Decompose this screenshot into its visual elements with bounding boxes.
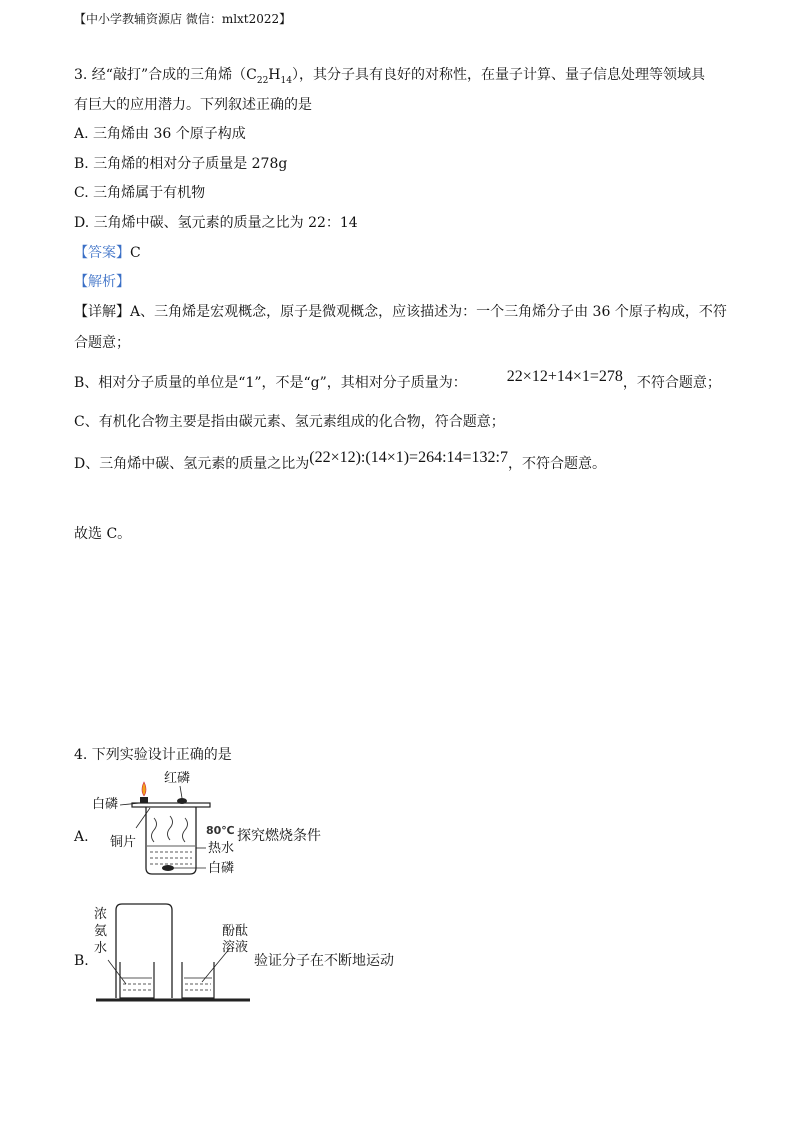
q3-option-a: A. 三角烯由 36 个原子构成 <box>74 126 246 142</box>
q3-conclusion: 故选 C。 <box>74 526 132 542</box>
copper-sheet <box>132 803 210 807</box>
label-white-phosphorus-top: 白磷 <box>92 797 119 812</box>
q3-analysis-tag: 【解析】 <box>74 274 130 290</box>
label-copper-sheet: 铜片 <box>110 835 137 850</box>
label-concentrated-ammonia: 浓 氨 水 <box>94 907 108 956</box>
label-phenolphthalein: 酚酞 溶液 <box>222 924 249 955</box>
flame-icon <box>142 782 146 796</box>
q4-option-a-caption: 探究燃烧条件 <box>237 828 321 844</box>
label-white-phosphorus-bottom: 白磷 <box>208 861 235 876</box>
q3-stem-line2: 有巨大的应用潜力。下列叙述正确的是 <box>74 97 312 113</box>
red-phosphorus <box>177 798 187 804</box>
q3-detail-line2: 合题意； <box>74 335 130 351</box>
label-red-phosphorus: 红磷 <box>164 771 191 786</box>
q4-option-b-letter: B. <box>74 953 89 969</box>
q4-stem: 4. 下列实验设计正确的是 <box>74 747 232 763</box>
label-hot-water: 热水 <box>208 841 235 856</box>
q4-option-b-caption: 验证分子在不断地运动 <box>254 953 394 969</box>
white-phosphorus-top <box>140 797 148 803</box>
page-header: 【中小学教辅资源店 微信：mlxt2022】 <box>74 12 292 26</box>
ammonia-beaker <box>120 962 154 998</box>
white-phosphorus-underwater <box>162 865 174 871</box>
q3-answer: 【答案】C <box>74 245 141 261</box>
phenolphthalein-beaker <box>182 962 214 998</box>
q3-stem-line1: 3. 经“敲打”合成的三角烯$(C_{22}H_{14})$，其分子具有良好的对称性，在量子计算、量子信息处理等领域具 <box>74 67 705 86</box>
q3-detail-c: C、有机化合物主要是指由碳元素、氢元素组成的化合物，符合题意； <box>74 414 505 430</box>
q3-detail-line1: 【详解】A、三角烯是宏观概念，原子是微观概念，应该描述为：一个三角烯分子由 36 个原子构成，不符 <box>74 304 727 320</box>
detail-d-equation: (22×12):(14×1)=264:14=132:7 <box>309 449 508 466</box>
q3-detail-d: D、三角烯中碳、氢元素的质量之比为(22×12):(14×1)=264:14=132:7，不符合题意。 <box>74 449 606 472</box>
answer-tag: 【答案】 <box>74 245 130 261</box>
detail-b-equation: 22×12+14×1=278 <box>506 368 623 385</box>
q3-option-b: B. 三角烯的相对分子质量是 278g <box>74 156 288 172</box>
q4-option-a-letter: A. <box>74 829 89 845</box>
q3-detail-b: B、相对分子质量的单位是“1”，不是“g”，其相对分子质量为： 22×12+14×1=278，不符合题意； <box>74 368 721 391</box>
label-temperature: 80℃ <box>206 824 235 837</box>
q3-option-d: D. 三角烯中碳、氢元素的质量之比为 22：14 <box>74 215 358 231</box>
q3-option-c: C. 三角烯属于有机物 <box>74 185 206 201</box>
